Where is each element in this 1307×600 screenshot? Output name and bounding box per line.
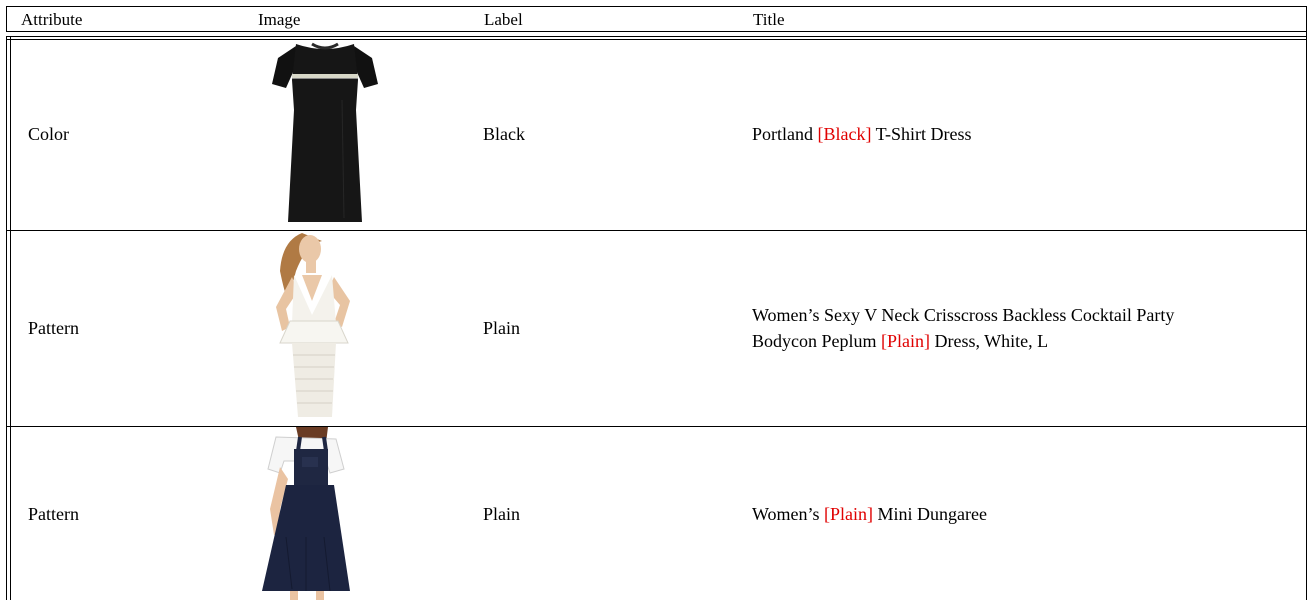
header-label: Label [484, 10, 523, 29]
title-highlight: [Plain] [881, 331, 930, 351]
title-line-1: Women’s Sexy V Neck Crisscross Backless Cocktail Party [752, 305, 1175, 325]
row-label: Plain [483, 318, 521, 338]
row-title [752, 231, 1304, 425]
header-title: Title [753, 10, 785, 29]
white-peplum-dress-photo [262, 231, 370, 425]
row-label: Plain [483, 503, 521, 524]
title-line [752, 121, 972, 147]
table-top-rule [6, 36, 1307, 37]
title-block [752, 302, 1174, 354]
table-row [6, 40, 1307, 228]
row-label: Black [483, 124, 525, 144]
title-text: Dress, White, L [930, 331, 1049, 351]
table-row [6, 427, 1307, 600]
row-attribute: Color [28, 124, 70, 144]
navy-dungaree-dress-photo [240, 427, 354, 600]
title-text: Mini Dungaree [873, 503, 988, 524]
title-line [752, 501, 987, 527]
title-text: Women’s [752, 503, 825, 524]
row-title [752, 40, 1304, 228]
row-attribute: Pattern [28, 503, 79, 524]
title-text: Bodycon Peplum [752, 331, 881, 351]
title-highlight: [Black] [817, 124, 872, 144]
table-row [6, 231, 1307, 425]
header-image: Image [258, 10, 301, 29]
title-text: T-Shirt Dress [871, 124, 972, 144]
attribute-examples-table [6, 6, 1307, 600]
table-header [6, 6, 1307, 32]
header-attribute: Attribute [21, 10, 83, 29]
row-title [752, 427, 1304, 600]
title-line-2 [752, 328, 1174, 354]
black-tshirt-dress-photo [252, 40, 398, 228]
title-highlight: [Plain] [824, 503, 874, 524]
title-text: Portland [752, 124, 818, 144]
row-attribute: Pattern [28, 318, 79, 338]
